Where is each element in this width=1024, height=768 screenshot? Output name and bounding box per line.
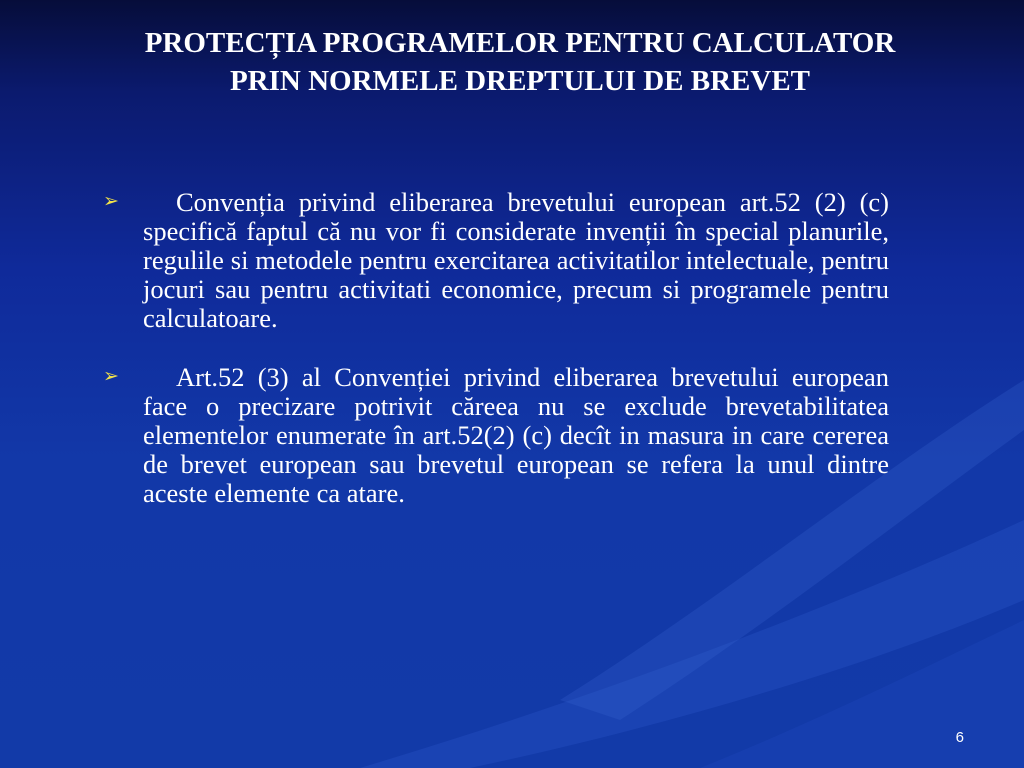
slide-title-line-1: PROTECȚIA PROGRAMELOR PENTRU CALCULATOR — [144, 27, 896, 59]
bullet-list — [103, 188, 889, 538]
arrow-bullet-icon: ➢ — [103, 191, 119, 212]
bullet-text-1: Convenția privind eliberarea brevetului european art.52 (2) (c) specifică faptul că nu vor fi considerate invenții în special planurile, regulile si metodele pentru exercitarea activitatilor intelectuale, pentru jocuri sau pentru activitati economice, precum si programele pentru calculatoare. — [143, 187, 889, 333]
slide-title — [60, 24, 980, 100]
bullet-item-2 — [103, 363, 889, 508]
page-number: 6 — [955, 729, 964, 746]
slide-title-line-2: PRIN NORMELE DREPTULUI DE BREVET — [229, 65, 811, 97]
arrow-bullet-icon: ➢ — [103, 366, 119, 387]
bullet-text-2: Art.52 (3) al Convenției privind eliberarea brevetului european face o precizare potrivit căreea nu se exclude brevetabilitatea elementelor enumerate în art.52(2) (c) decît in masura in care cererea de brevet european sau brevetul european se refera la unul dintre aceste elemente ca atare. — [143, 362, 889, 508]
bullet-item-1 — [103, 188, 889, 333]
